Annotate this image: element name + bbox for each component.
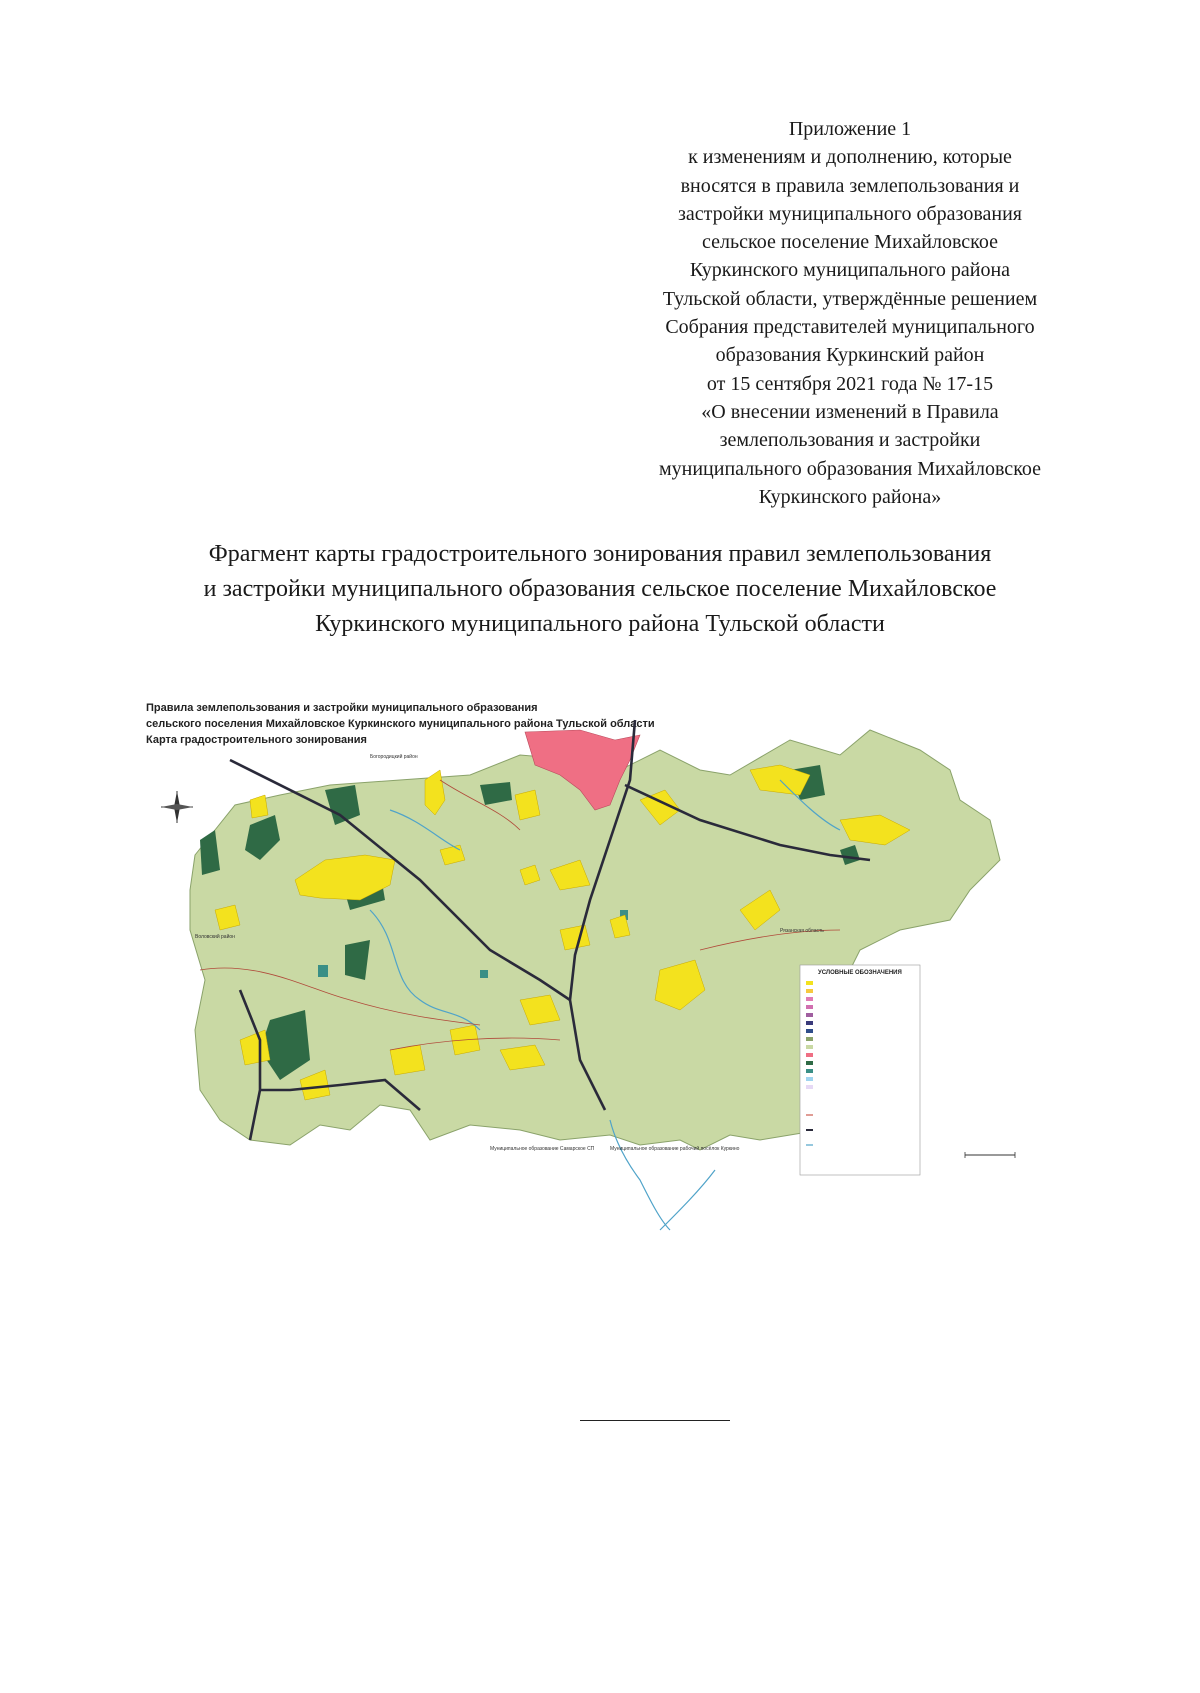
closing-divider [580,1420,730,1421]
appendix-line: от 15 сентября 2021 года № 17-15 [706,372,994,395]
map-header-line: Карта градостроительного зонирования [146,734,367,746]
zoning-map [140,754,1100,1280]
map-legend [800,965,920,1175]
north-region-label: Богородицкий район [370,754,418,760]
appendix-line: Куркинского района» [758,485,942,508]
appendix-line: вносятся в правила землепользования и [680,174,1020,197]
appendix-line: землепользования и застройки [719,429,981,452]
appendix-line: образования Куркинский район [715,344,985,367]
scale-bar [965,1152,1015,1158]
map-header-line: сельского поселения Михайловское Куркинского муниципального района Тульской области [146,718,655,730]
map-header-line: Правила землепользования и застройки муниципального образования [146,702,538,714]
legend-title: УСЛОВНЫЕ ОБОЗНАЧЕНИЯ [818,970,902,976]
appendix-line: муниципального образования Михайловское [658,457,1042,480]
appendix-line: Куркинского муниципального района [689,259,1011,282]
appendix-line: «О внесении изменений в Правила [701,400,999,423]
title-line: Фрагмент карты градостроительного зонирования правил землепользования [208,541,992,567]
appendix-line: застройки муниципального образования [678,202,1022,225]
appendix-block [580,115,1120,511]
compass-icon [161,791,193,823]
bottom-right-label: Муниципальное образование рабочий посёлок Куркино [610,1146,740,1152]
appendix-line: Собрания представителей муниципального [665,316,1035,339]
appendix-line: Тульской области, утверждённые решением [662,287,1038,310]
east-region-label: Рязанская область [780,928,824,934]
bottom-left-label: Муниципальное образование Самарское СП [490,1146,595,1152]
appendix-line: сельское поселение Михайловское [702,231,998,254]
title-line: Куркинского муниципального района Тульской области [315,611,885,637]
west-region-label: Воловский район [195,934,235,940]
map-header [146,700,746,748]
appendix-line: к изменениям и дополнению, которые [688,146,1012,169]
title-line: и застройки муниципального образования сельское поселение Михайловское [203,576,997,602]
appendix-line: Приложение 1 [788,118,912,140]
document-title [100,537,1100,642]
